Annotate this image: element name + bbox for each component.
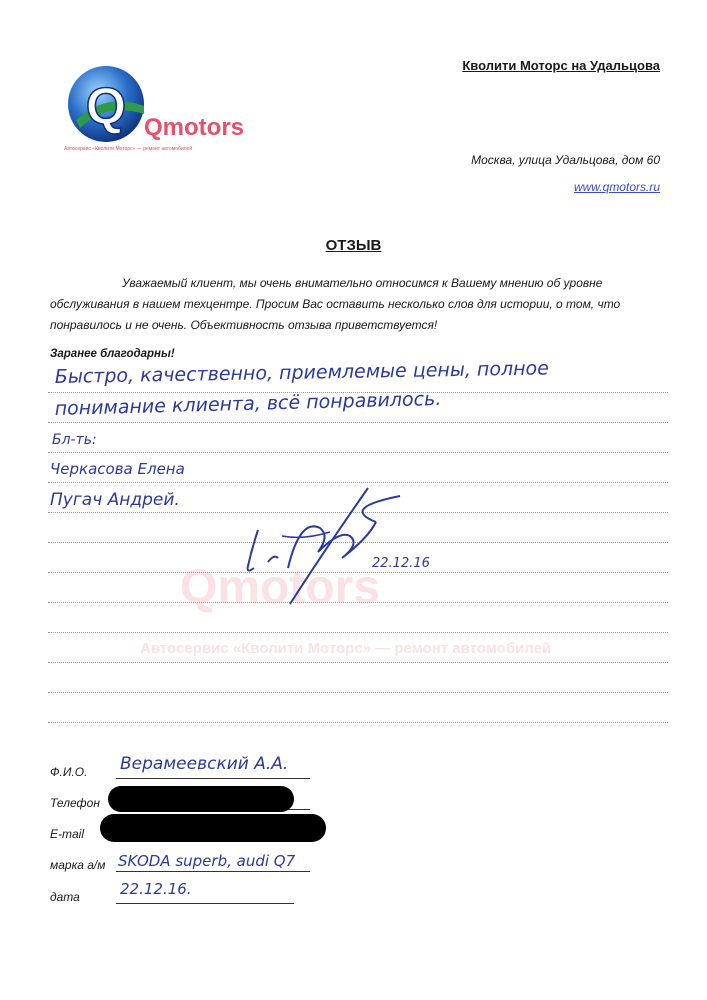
company-name: Кволити Моторс на Удальцова	[462, 58, 660, 73]
review-line-2: понимание клиента, всё понравилось.	[54, 387, 442, 420]
qmotors-logo-graphic	[62, 62, 252, 158]
date-field-value: 22.12.16.	[120, 880, 192, 898]
review-line-5: Пугач Андрей.	[50, 490, 180, 510]
intro-text: Уважаемый клиент, мы очень внимательно относимся к Вашему мнению об уровне обслуживания в нашем техцентре. Просим Вас оставить несколько слов для истории, о том, что понравилось и не очень. Объективность отзыва приветствуется!	[50, 276, 621, 332]
svg-text:Q: Q	[85, 78, 127, 136]
name-field-line	[116, 778, 310, 779]
company-website-link[interactable]: www.qmotors.ru	[573, 180, 660, 194]
date-field-line	[116, 903, 294, 904]
company-address: Москва, улица Удальцова, дом 60	[471, 153, 660, 167]
name-label: Ф.И.О.	[50, 765, 88, 779]
ruled-line	[48, 632, 668, 633]
watermark-brand: Qmotors	[180, 561, 381, 614]
ruled-line	[48, 662, 668, 663]
review-date: 22.12.16	[372, 556, 430, 571]
review-line-1: Быстро, качественно, приемлемые цены, полное	[54, 357, 550, 388]
email-label: E-mail	[50, 827, 85, 841]
car-label: марка а/м	[50, 858, 106, 872]
logo-text: Qmotors	[144, 114, 245, 141]
date-label: дата	[50, 890, 80, 904]
name-field-value: Верамеевский А.А.	[120, 754, 289, 774]
qmotors-logo	[62, 62, 252, 158]
phone-label: Телефон	[50, 796, 100, 810]
review-line-4: Черкасова Елена	[50, 460, 185, 478]
signature	[230, 478, 410, 608]
logo-tagline: Автосервис «Кволити Моторс» — ремонт автомобилей	[64, 146, 193, 152]
thanks-text: Заранее благодарны!	[50, 348, 175, 360]
phone-redaction	[108, 786, 294, 812]
ruled-line	[48, 452, 668, 453]
ruled-line	[48, 722, 668, 723]
ruled-line	[48, 422, 668, 423]
form-title: ОТЗЫВ	[325, 237, 382, 254]
watermark-tagline: Автосервис «Кволити Моторс» — ремонт автомобилей	[140, 640, 552, 657]
review-line-3: Бл-ть:	[52, 432, 97, 448]
ruled-line	[48, 692, 668, 693]
car-field-value: SKODA superb, audi Q7	[118, 852, 296, 870]
email-redaction	[100, 814, 326, 842]
car-field-line	[116, 871, 310, 872]
